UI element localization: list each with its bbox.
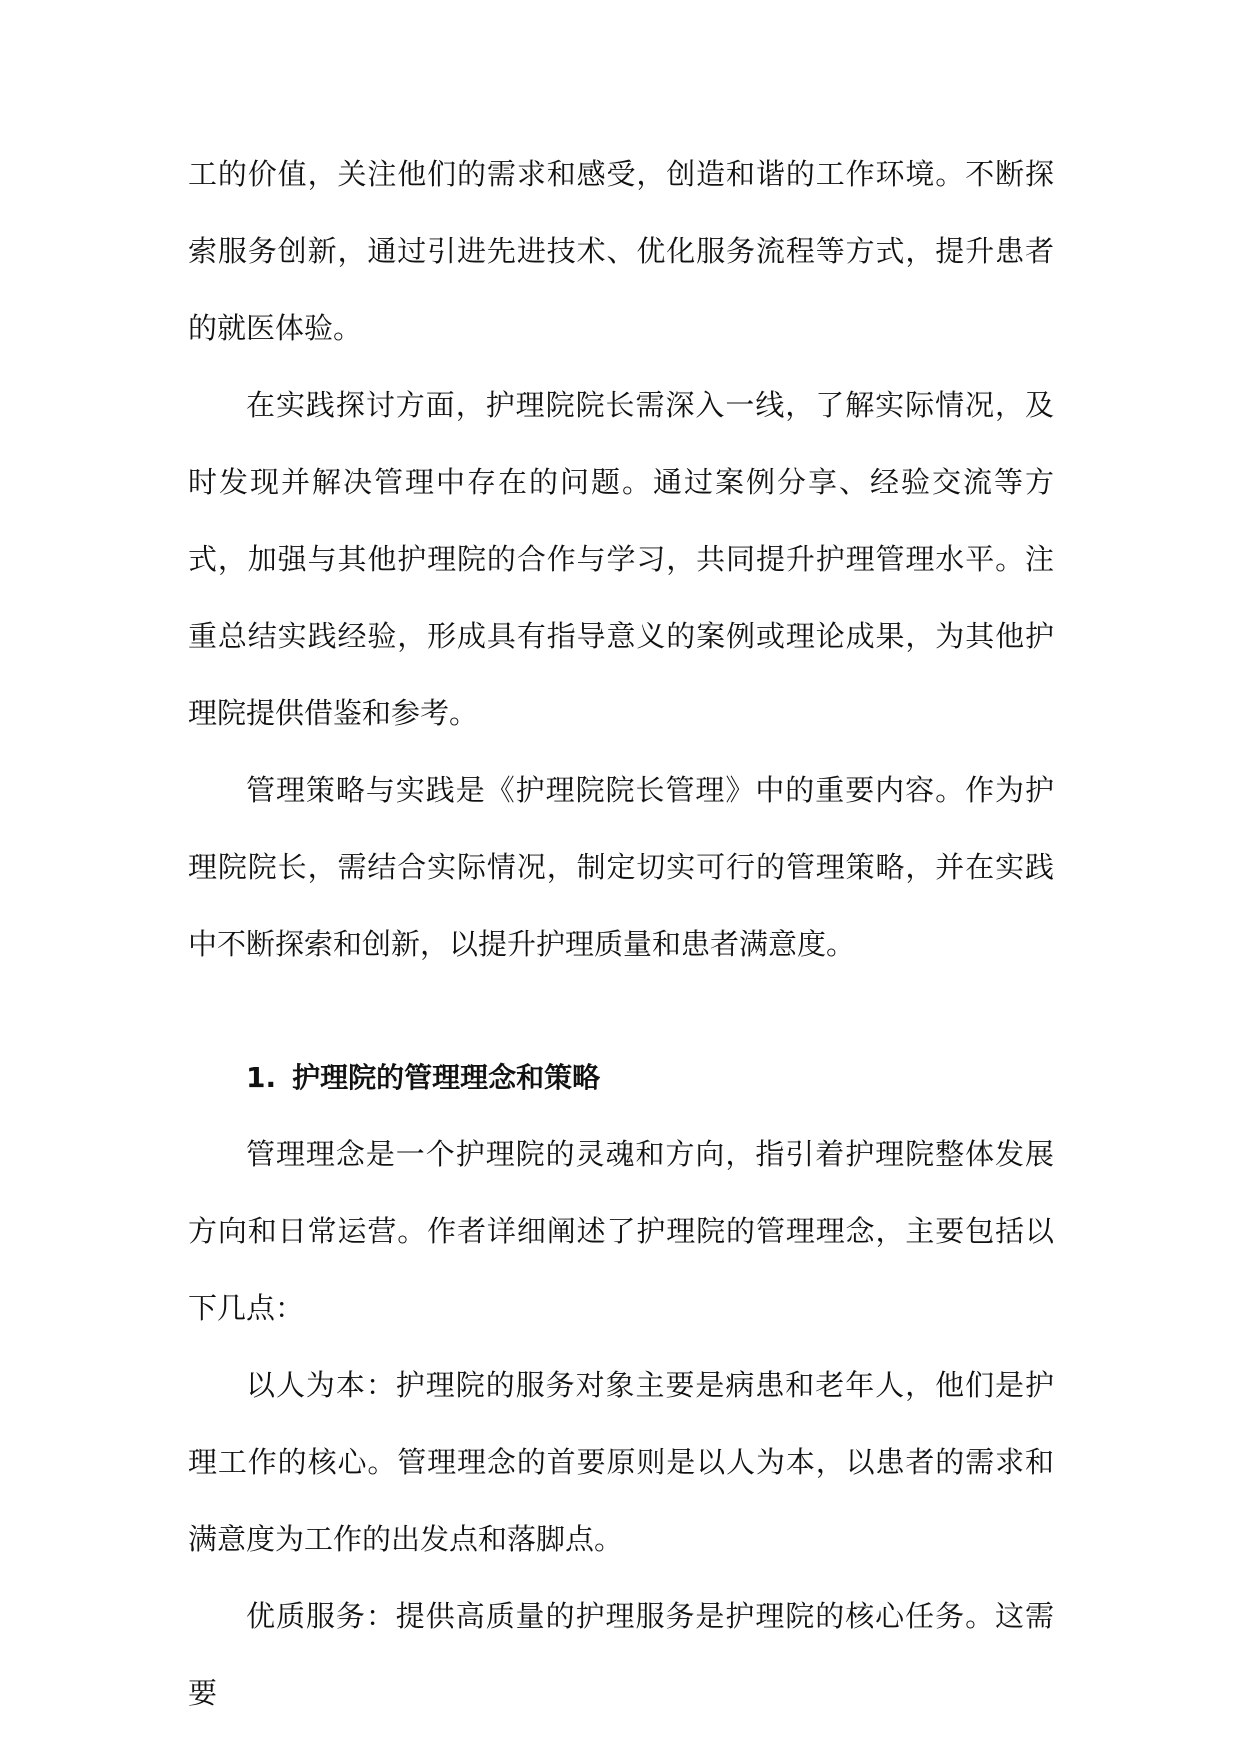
paragraph-5: 以人为本：护理院的服务对象主要是病患和老年人，他们是护理工作的核心。管理理念的首要原则是以人为本，以患者的需求和满意度为工作的出发点和落脚点。 [188, 1368, 1054, 1556]
section-heading [188, 1039, 1054, 1116]
paragraph-6: 优质服务：提供高质量的护理服务是护理院的核心任务。这需要 [188, 1599, 1054, 1710]
document-page [188, 136, 1054, 1732]
paragraph-1: 工的价值，关注他们的需求和感受，创造和谐的工作环境。不断探索服务创新，通过引进先进技术、优化服务流程等方式，提升患者的就医体验。 [188, 157, 1054, 345]
paragraph-3: 管理策略与实践是《护理院院长管理》中的重要内容。作为护理院院长，需结合实际情况，制定切实可行的管理策略，并在实践中不断探索和创新，以提升护理质量和患者满意度。 [188, 773, 1054, 961]
paragraph-4: 管理理念是一个护理院的灵魂和方向，指引着护理院整体发展方向和日常运营。作者详细阐述了护理院的管理理念，主要包括以下几点： [188, 1137, 1054, 1325]
section-number: 1. [246, 1061, 277, 1094]
paragraph-2: 在实践探讨方面，护理院院长需深入一线，了解实际情况，及时发现并解决管理中存在的问题。通过案例分享、经验交流等方式，加强与其他护理院的合作与学习，共同提升护理管理水平。注重总结实践经验，形成具有指导意义的案例或理论成果，为其他护理院提供借鉴和参考。 [188, 388, 1054, 730]
section-title: 护理院的管理理念和策略 [292, 1061, 601, 1094]
